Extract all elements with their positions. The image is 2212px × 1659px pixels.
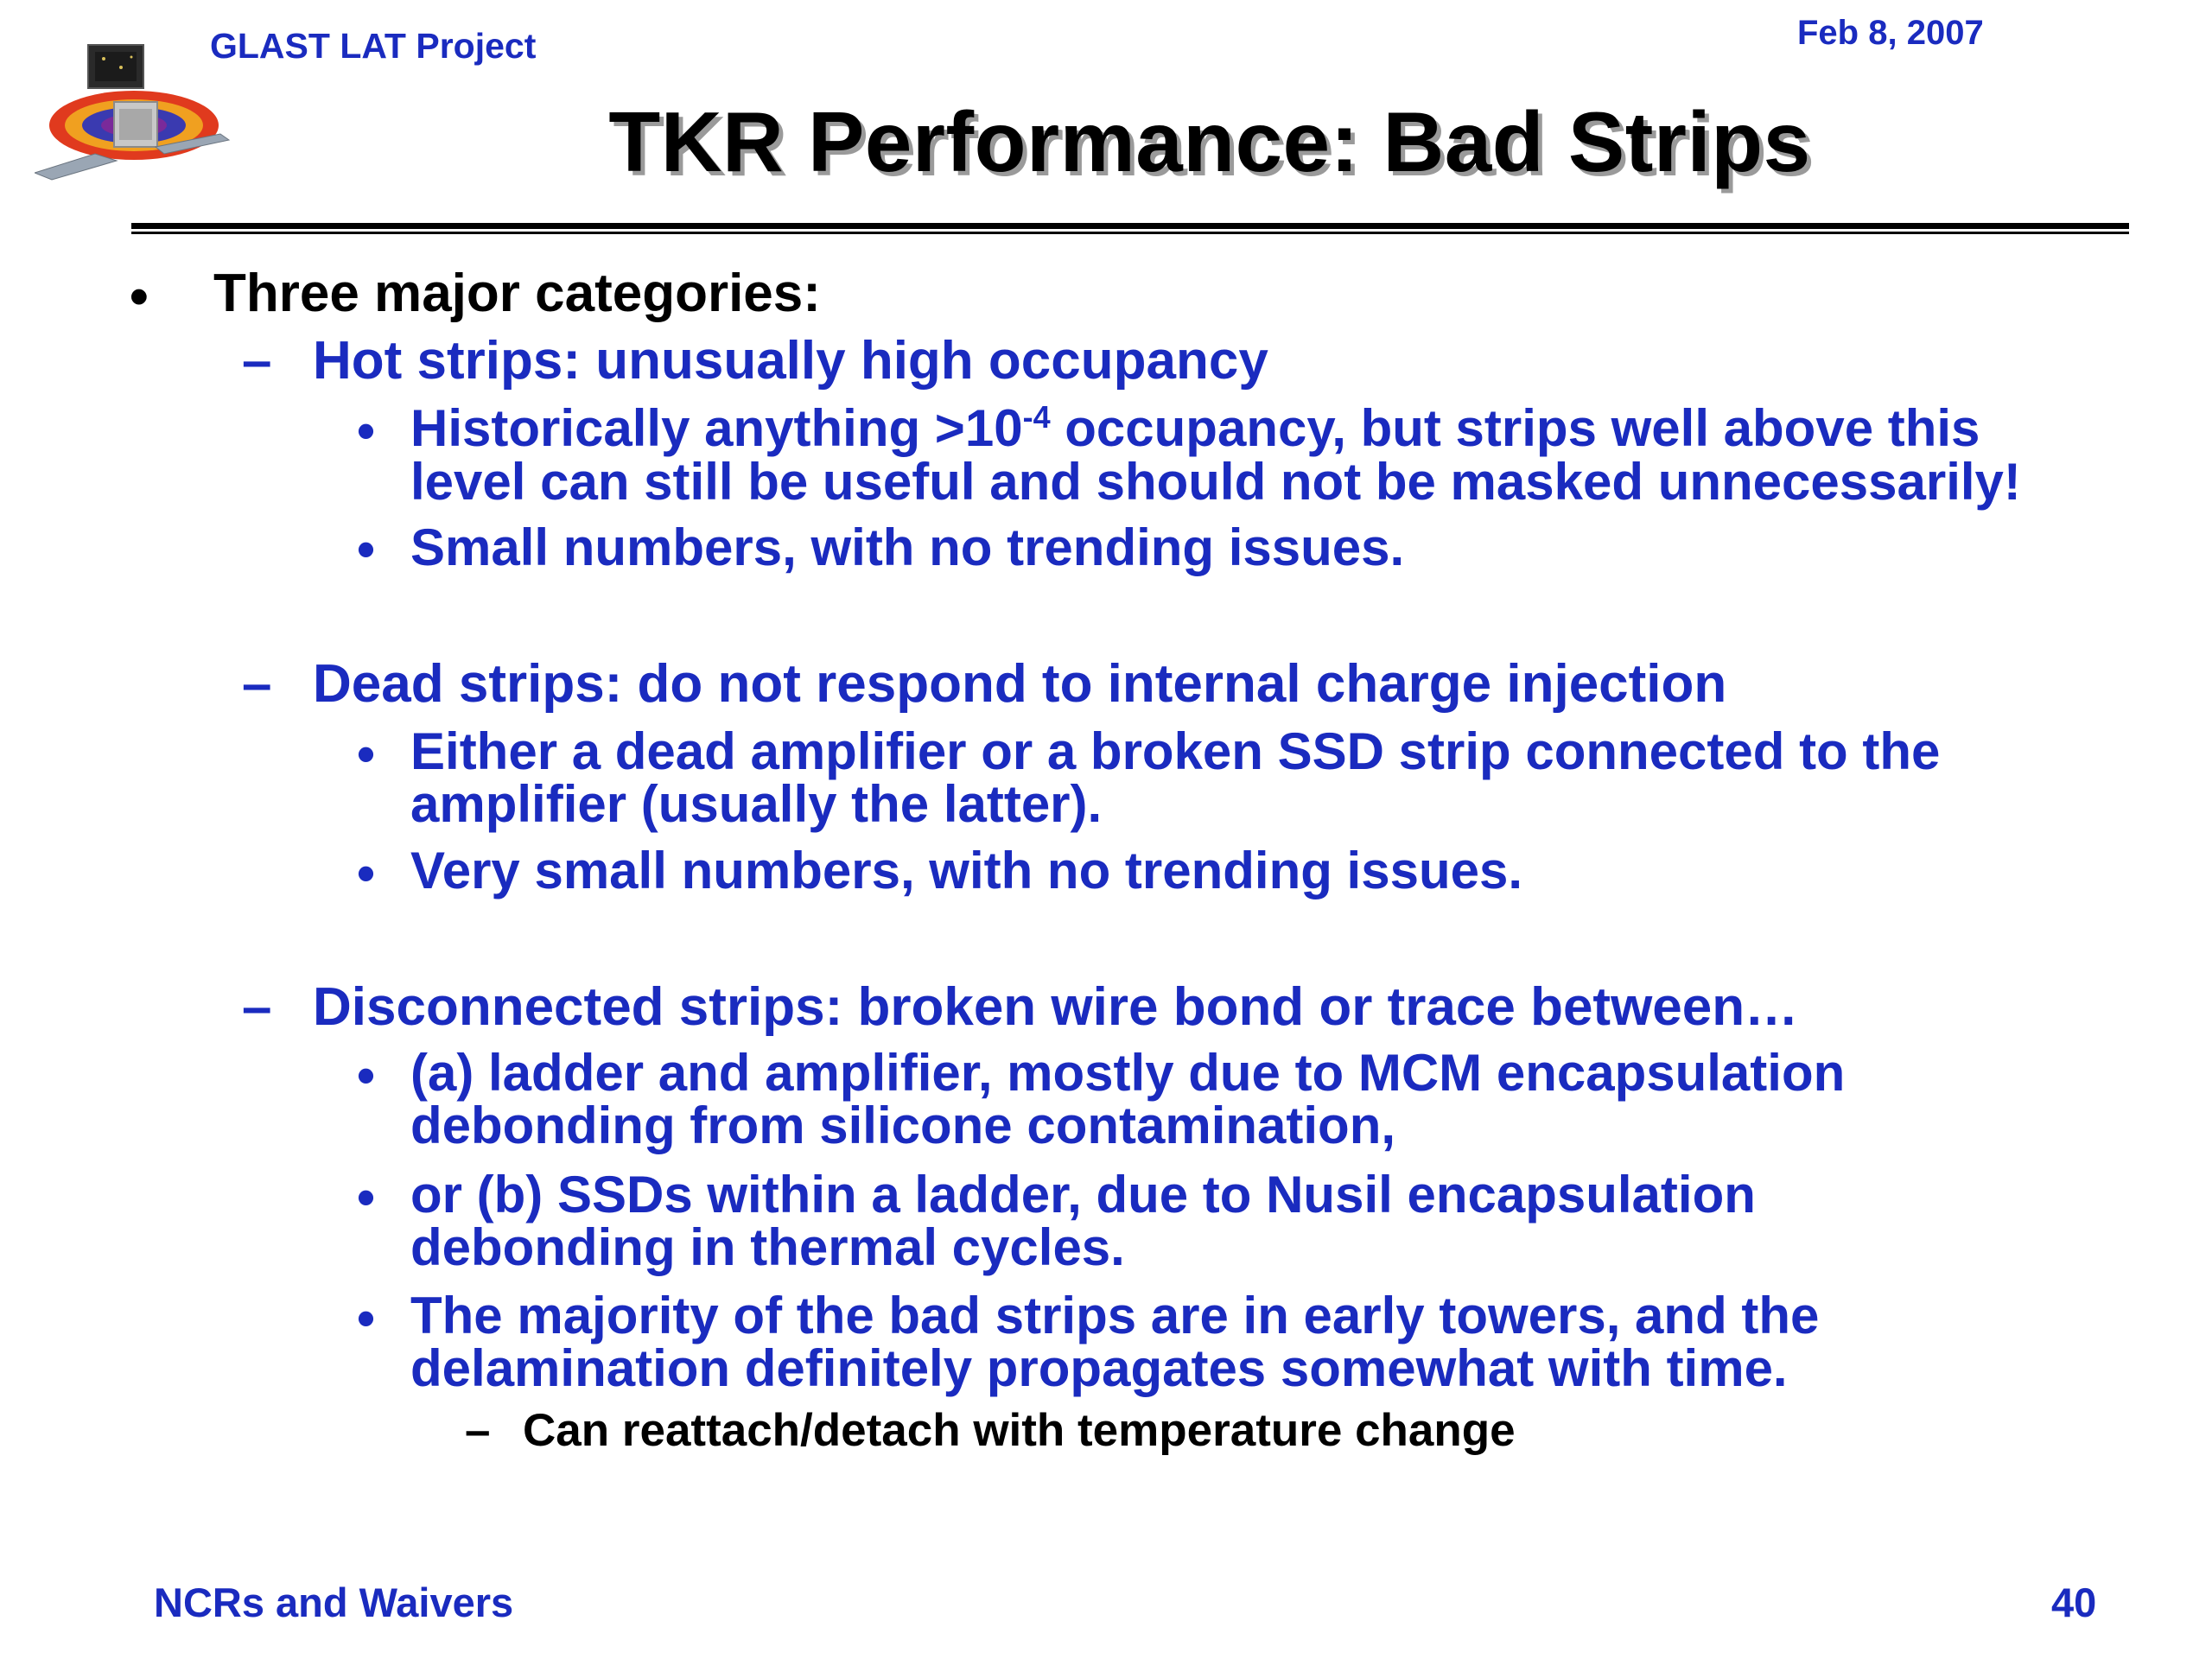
dash-marker: –: [242, 654, 272, 714]
disconnected-point-3: The majority of the bad strips are in early towers, and the: [410, 1287, 1820, 1344]
page-number: 40: [2051, 1580, 2097, 1625]
disconnected-subpoint: Can reattach/detach with temperature change: [523, 1405, 1516, 1456]
bullet-marker: •: [357, 725, 376, 783]
bullet-marker: •: [357, 1168, 376, 1226]
dead-strips-point-2: Very small numbers, with no trending issues.: [410, 842, 1523, 899]
disconnected-point-1: (a) ladder and amplifier, mostly due to MCM encapsulation: [410, 1044, 1846, 1102]
disconnected-point-2: or (b) SSDs within a ladder, due to Nusil encapsulation: [410, 1166, 1756, 1224]
disconnected-point-2-cont: debonding in thermal cycles.: [410, 1218, 1125, 1276]
intro-text: Three major categories:: [213, 264, 821, 323]
dash-marker: –: [465, 1405, 491, 1456]
footer-label: NCRs and Waivers: [154, 1580, 514, 1625]
title-divider: [131, 223, 2129, 229]
bullet-marker: •: [357, 1046, 376, 1104]
dead-strips-point-1: Either a dead amplifier or a broken SSD strip connected to the: [410, 722, 1941, 780]
date-label: Feb 8, 2007: [1797, 14, 1984, 52]
hot-strips-point-2: Small numbers, with no trending issues.: [410, 518, 1405, 576]
bullet-marker: •: [357, 402, 376, 460]
hot-strips-heading: Hot strips: unusually high occupancy: [313, 331, 1268, 391]
project-label: GLAST LAT Project: [210, 26, 537, 66]
disconnected-strips-heading: Disconnected strips: broken wire bond or trace between…: [313, 977, 1799, 1037]
dash-marker: –: [242, 331, 272, 391]
slide-title: TKR Performance: Bad Strips: [608, 94, 1811, 189]
bullet-marker: •: [357, 1289, 376, 1347]
dead-strips-heading: Dead strips: do not respond to internal charge injection: [313, 654, 1727, 714]
disconnected-point-1-cont: debonding from silicone contamination,: [410, 1096, 1396, 1154]
title-divider-thin: [131, 232, 2129, 234]
hot-strips-point-1: Historically anything $>10^{-4}$ occupancy, but strips well above this: [410, 399, 1980, 457]
bullet-marker: •: [130, 267, 149, 327]
hot-strips-point-1-cont: level can still be useful and should not be masked unnecessarily!: [410, 453, 2021, 511]
dead-strips-point-1-cont: amplifier (usually the latter).: [410, 775, 1103, 833]
dash-marker: –: [242, 977, 272, 1037]
bullet-marker: •: [357, 844, 376, 902]
disconnected-point-3-cont: delamination definitely propagates somewhat with time.: [410, 1339, 1788, 1397]
bullet-marker: •: [357, 520, 376, 578]
